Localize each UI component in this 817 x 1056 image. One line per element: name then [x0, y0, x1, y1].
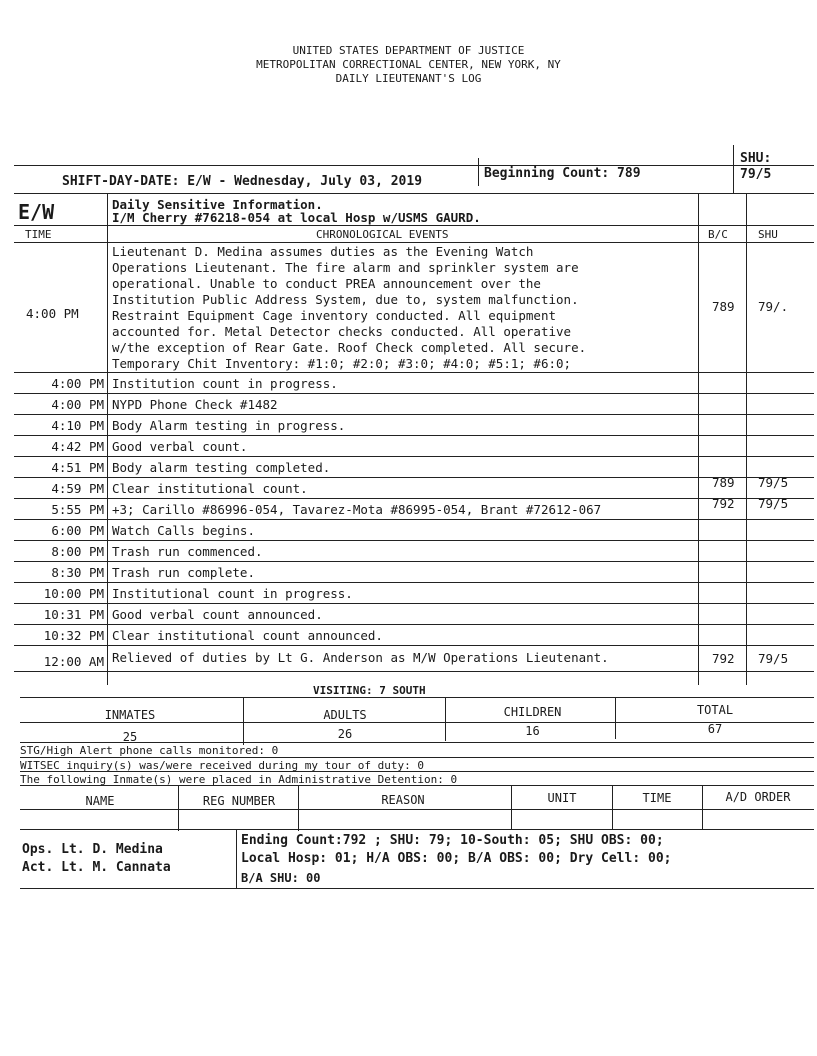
- first-entry-line: Temporary Chit Inventory: #1:0; #2:0; #3:0; #4:0; #5:1; #6:0;: [112, 356, 572, 371]
- divider: [178, 785, 179, 831]
- shu-value: 79/5: [740, 167, 772, 182]
- ops-lieutenant: Ops. Lt. D. Medina: [22, 842, 163, 857]
- ad-unit-header: UNIT: [547, 791, 577, 805]
- hospital-obs-line: Local Hosp: 01; H/A OBS: 00; B/A OBS: 00; Dry Cell: 00;: [241, 851, 672, 866]
- rule: [14, 165, 814, 166]
- adseg-note: The following Inmate(s) were placed in Administrative Detention: 0: [20, 773, 458, 786]
- event-bc: 789: [712, 475, 735, 490]
- sensitive-detail: I/M Cherry #76218-054 at local Hosp w/USMS GAURD.: [112, 210, 481, 225]
- bc-header: B/C: [708, 228, 728, 241]
- event-bc: 792: [712, 496, 735, 511]
- witsec-note: WITSEC inquiry(s) was/were received during my tour of duty: 0: [20, 759, 424, 772]
- first-entry-line: Lieutenant D. Medina assumes duties as the Evening Watch: [112, 244, 534, 259]
- first-entry-bc: 789: [712, 299, 735, 314]
- first-entry-line: accounted for. Metal Detector checks conducted. All operative: [112, 324, 572, 339]
- first-entry-time: 4:00 PM: [26, 306, 79, 321]
- header-title: DAILY LIEUTENANT'S LOG: [335, 72, 482, 85]
- divider: [236, 829, 237, 889]
- sensitive-title: Daily Sensitive Information.: [112, 197, 323, 212]
- shu-header: SHU: [758, 228, 778, 241]
- events-header: CHRONOLOGICAL EVENTS: [316, 228, 449, 241]
- shu-column-divider: [746, 193, 747, 685]
- visiting-adults-header: ADULTS: [323, 708, 367, 722]
- divider: [243, 697, 244, 745]
- event-shu: 79/5: [758, 651, 789, 666]
- bc-column-divider: [698, 193, 699, 685]
- visiting-children-header: CHILDREN: [503, 705, 562, 719]
- first-entry-line: operational. Unable to conduct PREA announcement over the: [112, 276, 541, 291]
- visiting-inmates-value: 25: [122, 730, 138, 744]
- visiting-inmates-header: INMATES: [104, 708, 156, 722]
- first-entry-line: Institution Public Address System, due to, system malfunction.: [112, 292, 579, 307]
- ba-shu-line: B/A SHU: 00: [241, 871, 321, 885]
- header-agency: UNITED STATES DEPARTMENT OF JUSTICE: [292, 44, 525, 57]
- first-entry-line: Operations Lieutenant. The fire alarm and sprinkler system are: [112, 260, 579, 275]
- rule: [14, 225, 814, 226]
- ad-reason-header: REASON: [381, 793, 425, 807]
- header-facility: METROPOLITAN CORRECTIONAL CENTER, NEW YORK, NY: [256, 58, 561, 71]
- divider: [702, 785, 703, 829]
- ad-reg-header: REG NUMBER: [202, 794, 276, 808]
- first-entry-shu: 79/.: [758, 299, 789, 314]
- divider: [478, 158, 479, 186]
- shift-code: E/W: [18, 200, 55, 224]
- ad-order-header: A/D ORDER: [725, 790, 791, 804]
- event-shu: 79/5: [758, 496, 789, 511]
- rule: [20, 697, 814, 698]
- visiting-total-value: 67: [707, 722, 723, 736]
- shift-day-date: SHIFT-DAY-DATE: E/W - Wednesday, July 03, 2019: [62, 174, 423, 189]
- rule: [20, 742, 814, 743]
- first-entry-line: w/the exception of Rear Gate. Roof Check completed. All secure.: [112, 340, 587, 355]
- time-column-divider: [107, 193, 108, 685]
- divider: [612, 785, 613, 829]
- divider: [733, 145, 734, 193]
- ending-count-line: Ending Count:792 ; SHU: 79; 10-South: 05; SHU OBS: 00;: [241, 833, 664, 848]
- divider: [511, 785, 512, 829]
- rule: [14, 242, 814, 243]
- ad-time-header: TIME: [642, 791, 672, 805]
- stg-note: STG/High Alert phone calls monitored: 0: [20, 744, 279, 757]
- event-bc: 792: [712, 651, 735, 666]
- divider: [298, 785, 299, 831]
- visiting-total-header: TOTAL: [696, 703, 734, 717]
- event-shu: 79/5: [758, 475, 789, 490]
- time-header: TIME: [25, 228, 52, 241]
- acting-lieutenant: Act. Lt. M. Cannata: [22, 860, 171, 875]
- rule: [14, 372, 814, 373]
- visiting-adults-value: 26: [337, 727, 353, 741]
- rule: [14, 193, 814, 194]
- visiting-title: VISITING: 7 SOUTH: [313, 684, 426, 697]
- ad-name-header: NAME: [85, 794, 115, 808]
- beginning-count: Beginning Count: 789: [484, 166, 641, 181]
- shu-label: SHU:: [740, 151, 772, 166]
- first-entry-line: Restraint Equipment Cage inventory conducted. All equipment: [112, 308, 557, 323]
- visiting-children-value: 16: [525, 724, 540, 738]
